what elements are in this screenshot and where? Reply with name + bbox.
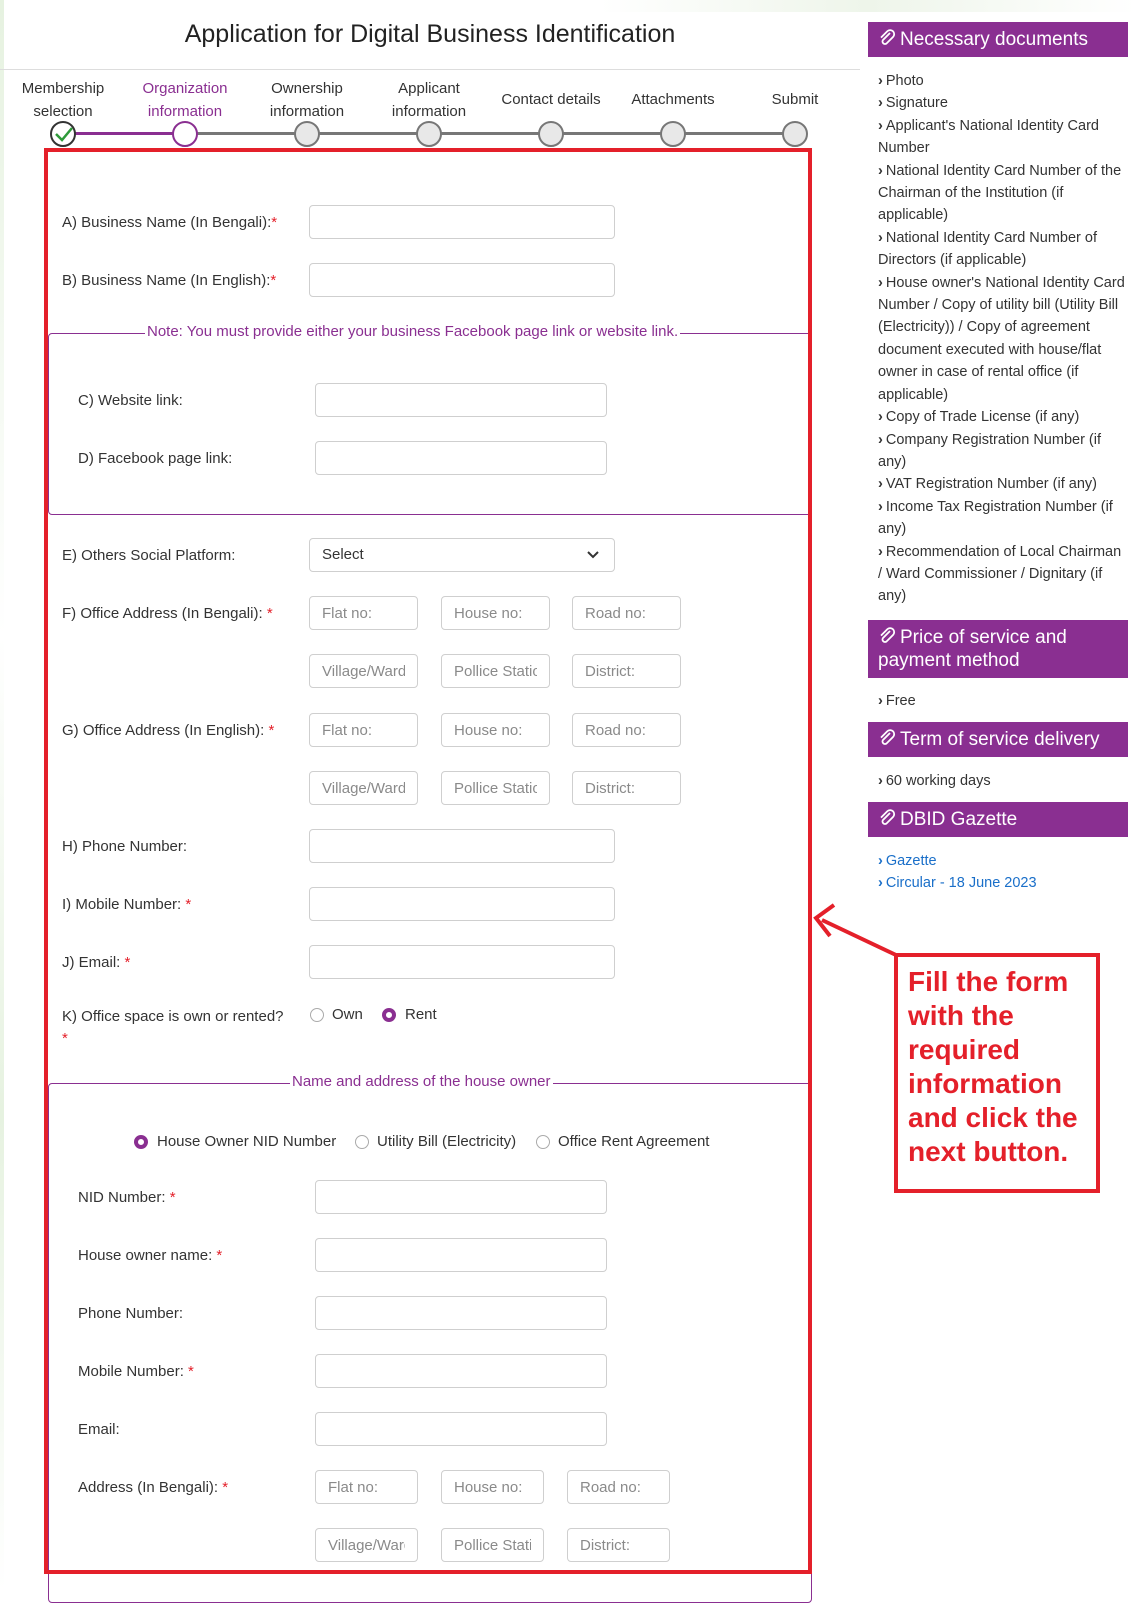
step-dot-attachments[interactable] [660, 121, 686, 147]
list-item: › Company Registration Number (if any) [878, 431, 1102, 470]
step-label-organization[interactable]: Organization information [142, 80, 228, 120]
social-platform-label: E) Others Social Platform: [62, 547, 236, 564]
owner-nid-option-label[interactable]: House Owner NID Number [157, 1133, 337, 1150]
owner-utility-option-label[interactable]: Utility Bill (Electricity) [377, 1133, 517, 1150]
gazette-list [878, 850, 1128, 895]
gazette-link[interactable]: › Gazette [878, 853, 937, 869]
paperclip-icon [878, 729, 896, 747]
gazette-header [868, 802, 1128, 837]
checkmark-icon [54, 126, 74, 142]
page-background-top [600, 0, 1136, 12]
online-presence-note: Note: You must provide either your business Facebook page link or website link. [147, 323, 679, 340]
office-own-label[interactable]: Own [332, 1006, 363, 1023]
step-connector [185, 132, 795, 135]
email-label: J) Email: * [62, 954, 131, 971]
paperclip-icon [878, 809, 896, 827]
office-address-en-label: G) Office Address (In English): * [62, 722, 275, 739]
form-highlight-frame [44, 148, 812, 1574]
page-title: Application for Digital Business Identification [184, 20, 676, 48]
step-dot-contact[interactable] [538, 121, 564, 147]
step-dot-organization[interactable] [172, 121, 198, 147]
step-dot-submit[interactable] [782, 121, 808, 147]
list-item: › National Identity Card Number of Directors (if applicable) [878, 229, 1097, 269]
facebook-label: D) Facebook page link: [78, 450, 233, 467]
price-title: Price of service and payment method [878, 627, 1067, 671]
price-list [878, 690, 1128, 712]
term-title: Term of service delivery [900, 729, 1100, 750]
house-owner-legend: Name and address of the house owner [292, 1073, 551, 1090]
circular-link[interactable]: › Circular - 18 June 2023 [878, 875, 1037, 892]
list-item: › National Identity Card Number of the Chairman of the Institution (if applicable) [878, 162, 1122, 224]
step-label-attachments[interactable]: Attachments [631, 91, 715, 108]
price-header [868, 620, 1128, 678]
owner-email-label: Email: [78, 1421, 120, 1438]
necessary-documents-list [878, 70, 1128, 608]
title-divider [0, 69, 860, 70]
gazette-title: DBID Gazette [900, 809, 1018, 830]
step-label-submit[interactable]: Submit [771, 91, 819, 108]
step-dot-membership[interactable] [50, 121, 76, 147]
list-item: › Signature [878, 95, 948, 112]
step-label-contact[interactable]: Contact details [501, 91, 601, 108]
phone-label: H) Phone Number: [62, 838, 188, 855]
social-platform-value: Select [322, 546, 364, 563]
office-rent-label[interactable]: Rent [405, 1006, 437, 1023]
nid-label: NID Number: * [78, 1189, 176, 1206]
owner-mobile-label: Mobile Number: * [78, 1363, 194, 1380]
list-item: › Applicant's National Identity Card Number [878, 117, 1099, 157]
step-dot-applicant[interactable] [416, 121, 442, 147]
list-item: › 60 working days [878, 773, 991, 789]
necessary-documents-title: Necessary documents [900, 29, 1088, 50]
business-name-en-label: B) Business Name (In English):* [62, 272, 277, 289]
page-background-edge [0, 0, 4, 1591]
owner-address-label: Address (In Bengali): * [78, 1479, 229, 1496]
list-item: › VAT Registration Number (if any) [878, 476, 1097, 493]
list-item: › Photo [878, 73, 924, 89]
list-item: › Income Tax Registration Number (if any) [878, 498, 1113, 538]
list-item: › House owner's National Identity Card Number / Copy of utility bill (Utility Bill (Electricity)) / Copy of agreement document executed with house/flat owner in case of rental office (if applicable) [878, 274, 1125, 403]
step-connector [63, 132, 185, 135]
paperclip-icon [878, 29, 896, 47]
step-label-applicant[interactable]: Applicant information [391, 80, 467, 120]
paperclip-icon [878, 627, 896, 645]
step-dot-ownership[interactable] [294, 121, 320, 147]
office-address-bn-label: F) Office Address (In Bengali): * [62, 605, 273, 622]
owner-rent-option-label[interactable]: Office Rent Agreement [558, 1133, 710, 1150]
term-list [878, 770, 1128, 792]
step-label-membership[interactable]: Membership selection [21, 80, 105, 120]
owner-name-label: House owner name: * [78, 1247, 223, 1264]
office-space-label: K) Office space is own or rented? * [62, 1008, 284, 1047]
list-item: › Free [878, 693, 916, 709]
necessary-documents-header [868, 22, 1128, 57]
owner-phone-label: Phone Number: [78, 1305, 184, 1322]
list-item: › Copy of Trade License (if any) [878, 409, 1080, 426]
term-header [868, 722, 1128, 757]
mobile-label: I) Mobile Number: * [62, 896, 192, 913]
business-name-bn-label: A) Business Name (In Bengali):* [62, 214, 278, 231]
instruction-callout: Fill the form with the required information and click the next button. [894, 953, 1100, 1193]
list-item: › Recommendation of Local Chairman / Ward Commissioner / Dignitary (if any) [878, 543, 1122, 605]
website-label: C) Website link: [78, 392, 183, 409]
step-label-ownership[interactable]: Ownership information [269, 80, 345, 120]
